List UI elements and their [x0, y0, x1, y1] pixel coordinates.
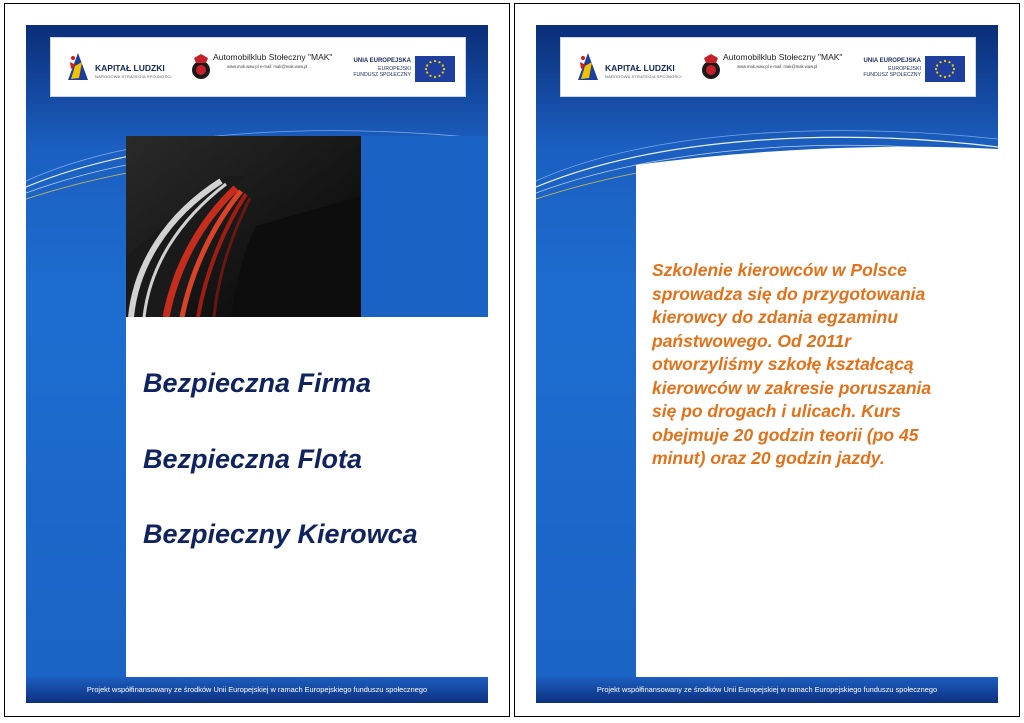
eu-line-1: UNIA EUROPEJSKA [863, 58, 921, 64]
description-line: sprowadza się do przygotowania [652, 283, 926, 304]
eu-line-3: FUNDUSZ SPOŁECZNY [353, 72, 411, 78]
left-flyer [26, 25, 488, 703]
slogan-bezpieczna-firma: Bezpieczna Firma [143, 368, 372, 398]
mak-logo [191, 48, 341, 88]
highway-night-photo [126, 136, 362, 317]
mak-emblem-icon [701, 52, 721, 82]
mak-emblem-icon [191, 52, 211, 82]
photo-side-blue-block [361, 136, 488, 317]
eu-line-3: FUNDUSZ SPOŁECZNY [863, 72, 921, 78]
description-line: obejmuje 20 godzin teorii (po 45 [652, 424, 919, 445]
kapital-ludzki-icon [67, 52, 89, 82]
mak-name: Automobilklub Stołeczny "MAK" [723, 52, 843, 62]
right-flyer [536, 25, 998, 703]
eu-line-1: UNIA EUROPEJSKA [353, 58, 411, 64]
logo-bar [560, 37, 976, 97]
kapital-ludzki-subtitle: NARODOWA STRATEGIA SPÓJNOŚCI [605, 74, 682, 79]
mak-logo [701, 48, 851, 88]
logo-bar [50, 37, 466, 97]
slogan-bezpieczna-flota: Bezpieczna Flota [143, 444, 363, 474]
description-line: minut) oraz 20 godzin jazdy. [652, 448, 885, 468]
course-description [652, 259, 982, 471]
eu-line-2: EUROPEJSKI [888, 66, 921, 72]
eu-logo [849, 48, 971, 88]
kapital-ludzki-title: KAPITAŁ LUDZKI [605, 63, 675, 73]
description-line: kierowców w zakresie poruszania [652, 377, 932, 398]
description-line: państwowego. Od 2011r [652, 330, 852, 351]
footer-funding-note: Projekt współfinansowany ze środków Unii Europejskiej w ramach Europejskiego funduszu społecznego [26, 677, 488, 703]
left-page [4, 3, 510, 717]
description-line: kierowcy do zdania egzaminu [652, 307, 899, 327]
eu-logo [339, 48, 461, 88]
eu-line-2: EUROPEJSKI [378, 66, 411, 72]
description-line: Szkolenie kierowców w Polsce [652, 260, 907, 280]
mak-name: Automobilklub Stołeczny "MAK" [213, 52, 333, 62]
kapital-ludzki-icon [577, 52, 599, 82]
slogan-bezpieczny-kierowca: Bezpieczny Kierowca [143, 519, 418, 549]
footer-funding-note: Projekt współfinansowany ze środków Unii Europejskiej w ramach Europejskiego funduszu społecznego [536, 677, 998, 703]
eu-flag-icon [415, 56, 455, 82]
description-line: się po drogach i ulicach. Kurs [652, 401, 901, 421]
kapital-ludzki-logo [67, 52, 187, 86]
mak-contact: www.mak.waw.pl e-mail: mak@mak.waw.pl [227, 64, 308, 69]
mak-contact: www.mak.waw.pl e-mail: mak@mak.waw.pl [737, 64, 818, 69]
right-page [514, 3, 1020, 717]
kapital-ludzki-logo [577, 52, 697, 86]
eu-flag-icon [925, 56, 965, 82]
description-line: otworzyliśmy szkołę kształcącą [652, 354, 914, 374]
kapital-ludzki-title: KAPITAŁ LUDZKI [95, 63, 165, 73]
kapital-ludzki-subtitle: NARODOWA STRATEGIA SPÓJNOŚCI [95, 74, 172, 79]
